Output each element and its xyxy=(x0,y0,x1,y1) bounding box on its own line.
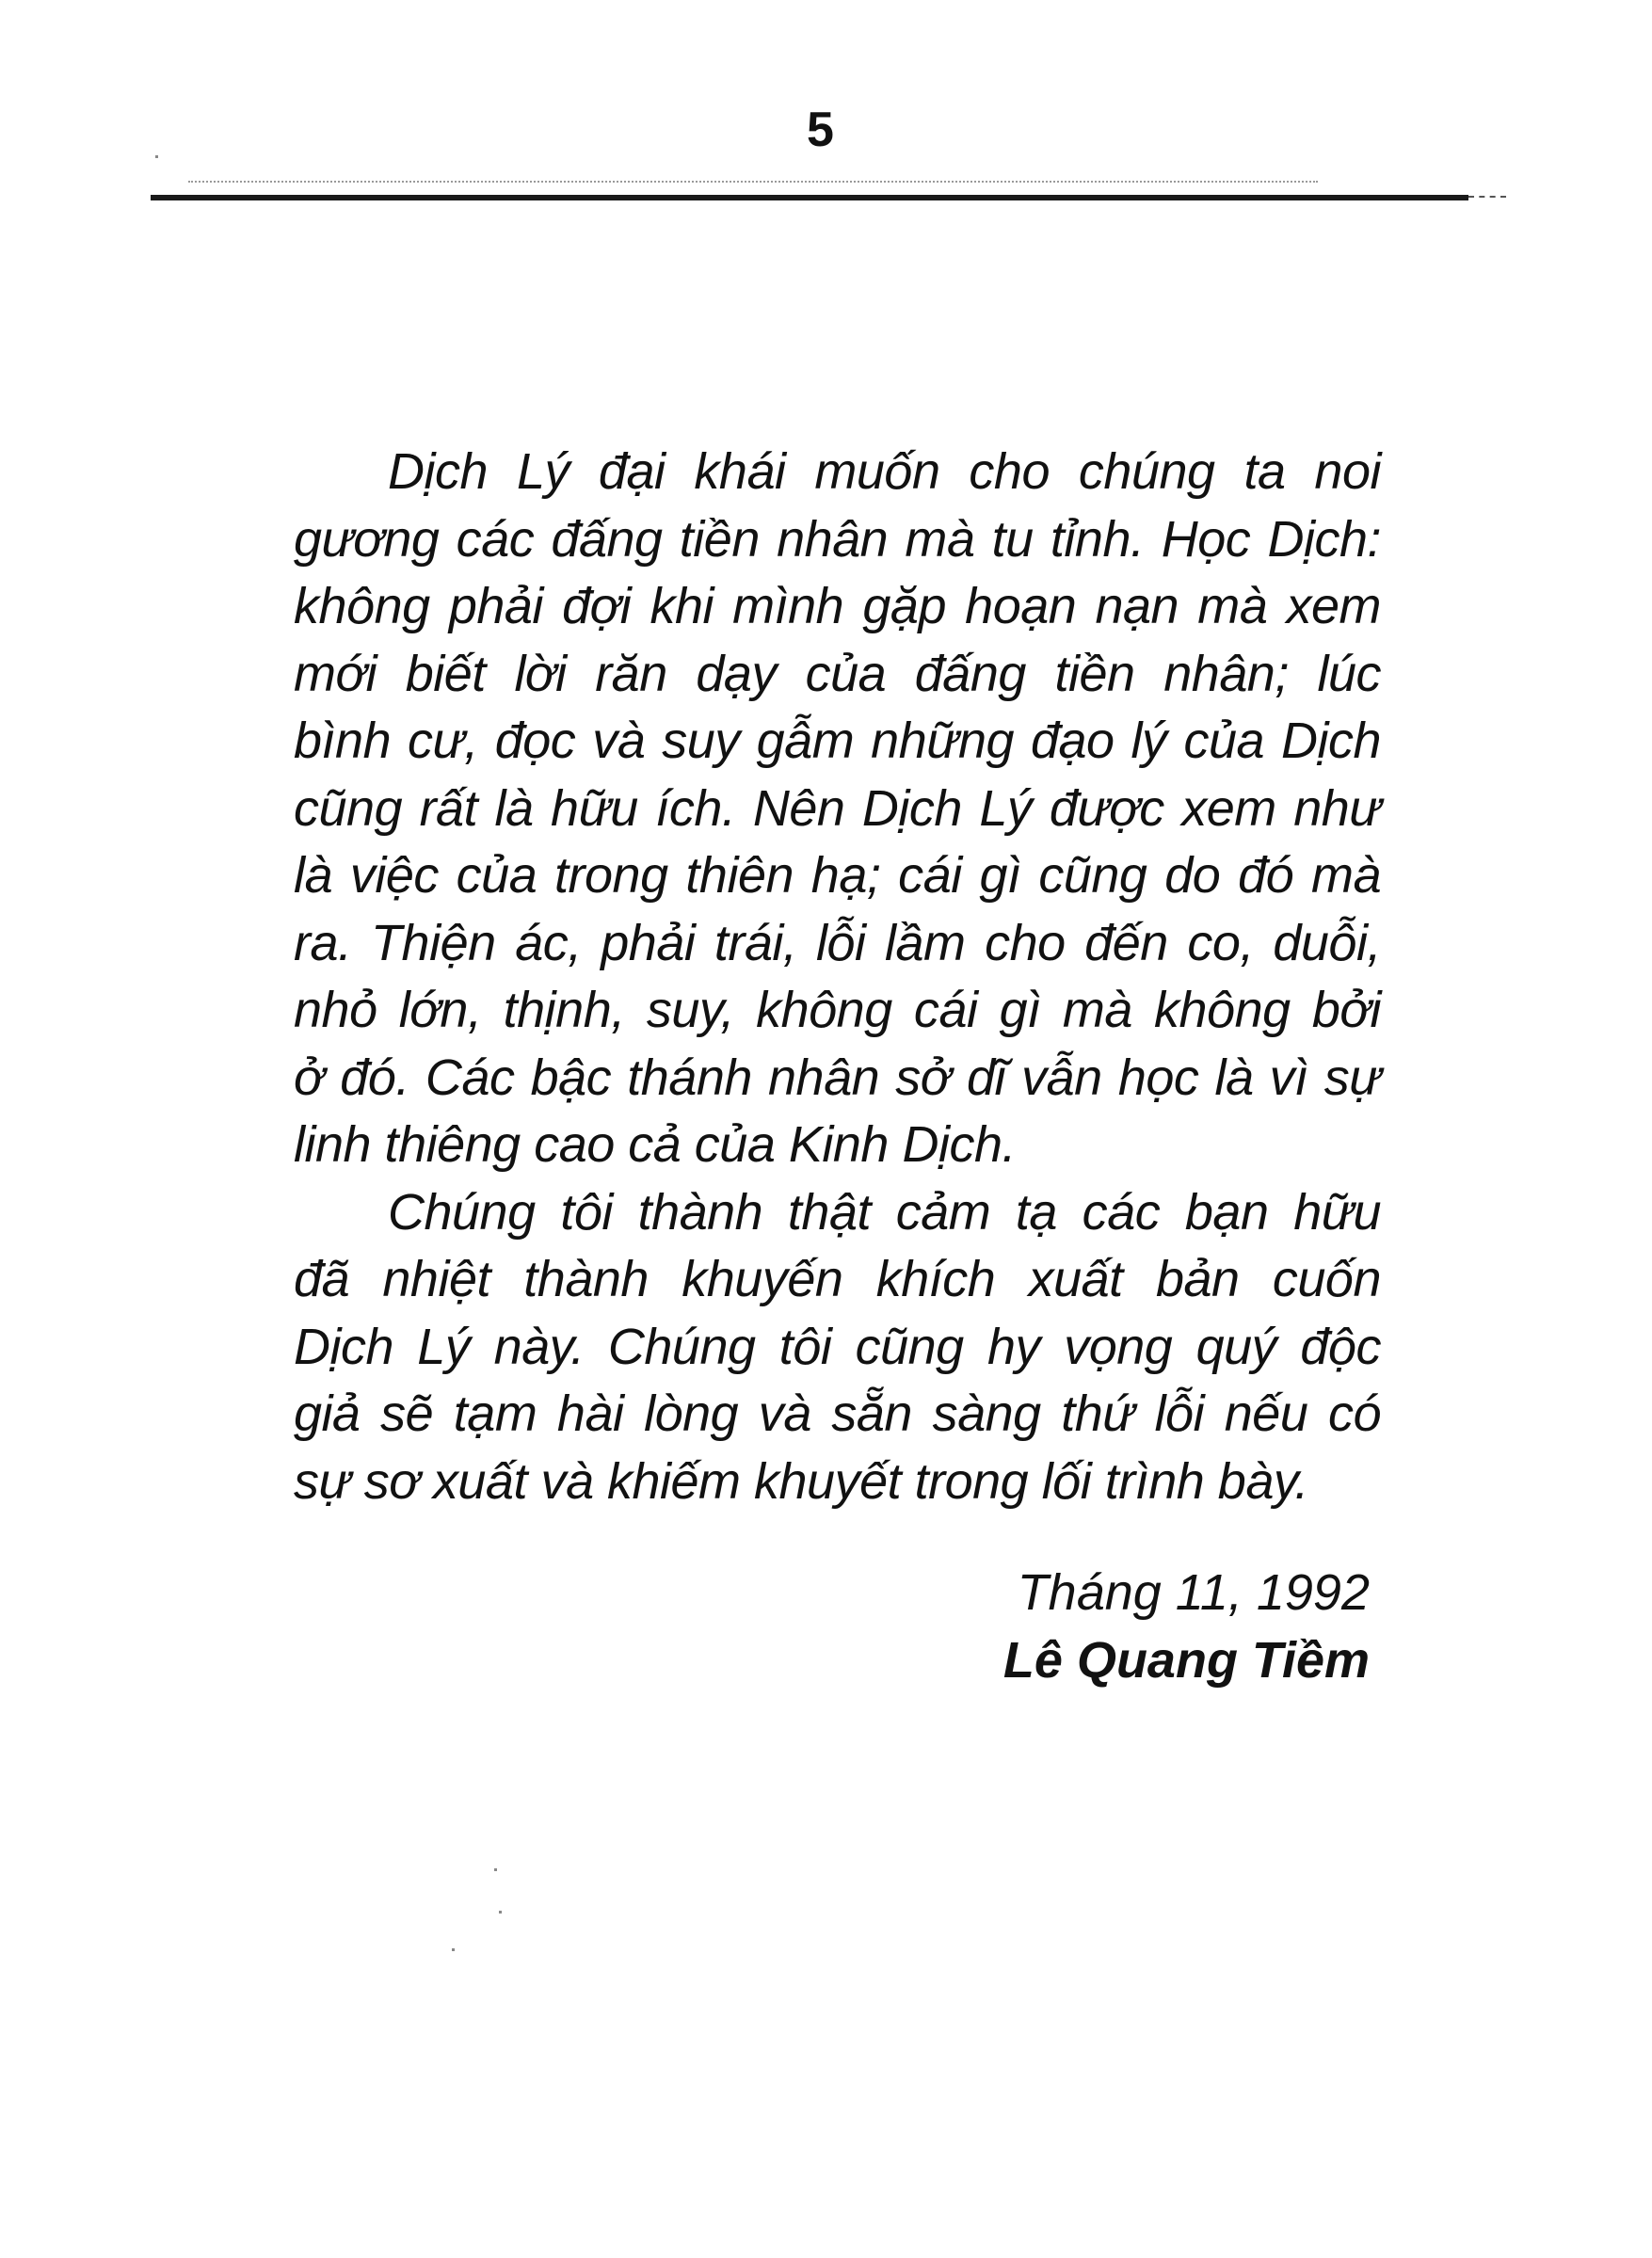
page-number: 5 xyxy=(807,103,835,157)
paragraph-1-line: bình cư, đọc và suy gẫm những đạo lý của Dịch xyxy=(294,713,1381,769)
header-rule xyxy=(151,195,1468,200)
paragraph-1-line: linh thiêng cao cả của Kinh Dịch. xyxy=(294,1116,1016,1173)
paragraph-1-line: là việc của trong thiên hạ; cái gì cũng do đó mà xyxy=(294,847,1381,904)
paragraph-1-line: nhỏ lớn, thịnh, suy, không cái gì mà không bởi xyxy=(294,982,1381,1038)
paragraph-1-line: ra. Thiện ác, phải trái, lỗi lầm cho đến co, duỗi, xyxy=(294,914,1381,971)
paragraph-2-line: đã nhiệt thành khuyến khích xuất bản cuốn xyxy=(294,1251,1381,1307)
paragraph-1-line: không phải đợi khi mình gặp hoạn nạn mà xem xyxy=(294,578,1381,634)
header-rule-tail xyxy=(1468,196,1506,198)
paragraph-2-line: Chúng tôi thành thật cảm tạ các bạn hữu xyxy=(388,1183,1381,1241)
paragraph-2-line: sự sơ xuất và khiếm khuyết trong lối trình bày. xyxy=(294,1452,1308,1510)
signature-date: Tháng 11, 1992 xyxy=(1017,1564,1370,1621)
signature-block xyxy=(1003,1559,1370,1694)
scan-speck xyxy=(494,1868,497,1871)
scan-speck xyxy=(452,1948,455,1951)
paragraph-2-line: Dịch Lý này. Chúng tôi cũng hy vọng quý độc xyxy=(294,1318,1381,1375)
paragraph-1-line: Dịch Lý đại khái muốn cho chúng ta noi xyxy=(388,443,1381,500)
paragraph-1-line: gương các đấng tiền nhân mà tu tỉnh. Học Dịch: xyxy=(294,510,1381,568)
paragraph-1-line: ở đó. Các bậc thánh nhân sở dĩ vẫn học là vì sự xyxy=(294,1049,1381,1106)
paragraph-1-line: mới biết lời răn dạy của đấng tiền nhân; lúc xyxy=(294,645,1381,702)
scan-speck xyxy=(155,155,158,158)
header-faint-rule xyxy=(188,181,1318,183)
signature-author: Lê Quang Tiềm xyxy=(1002,1632,1370,1689)
paragraph-1-line: cũng rất là hữu ích. Nên Dịch Lý được xem như xyxy=(294,779,1381,837)
scan-speck xyxy=(499,1911,502,1914)
body-text xyxy=(294,439,1381,1515)
paragraph-2-line: giả sẽ tạm hài lòng và sẵn sàng thứ lỗi nếu có xyxy=(294,1385,1381,1442)
